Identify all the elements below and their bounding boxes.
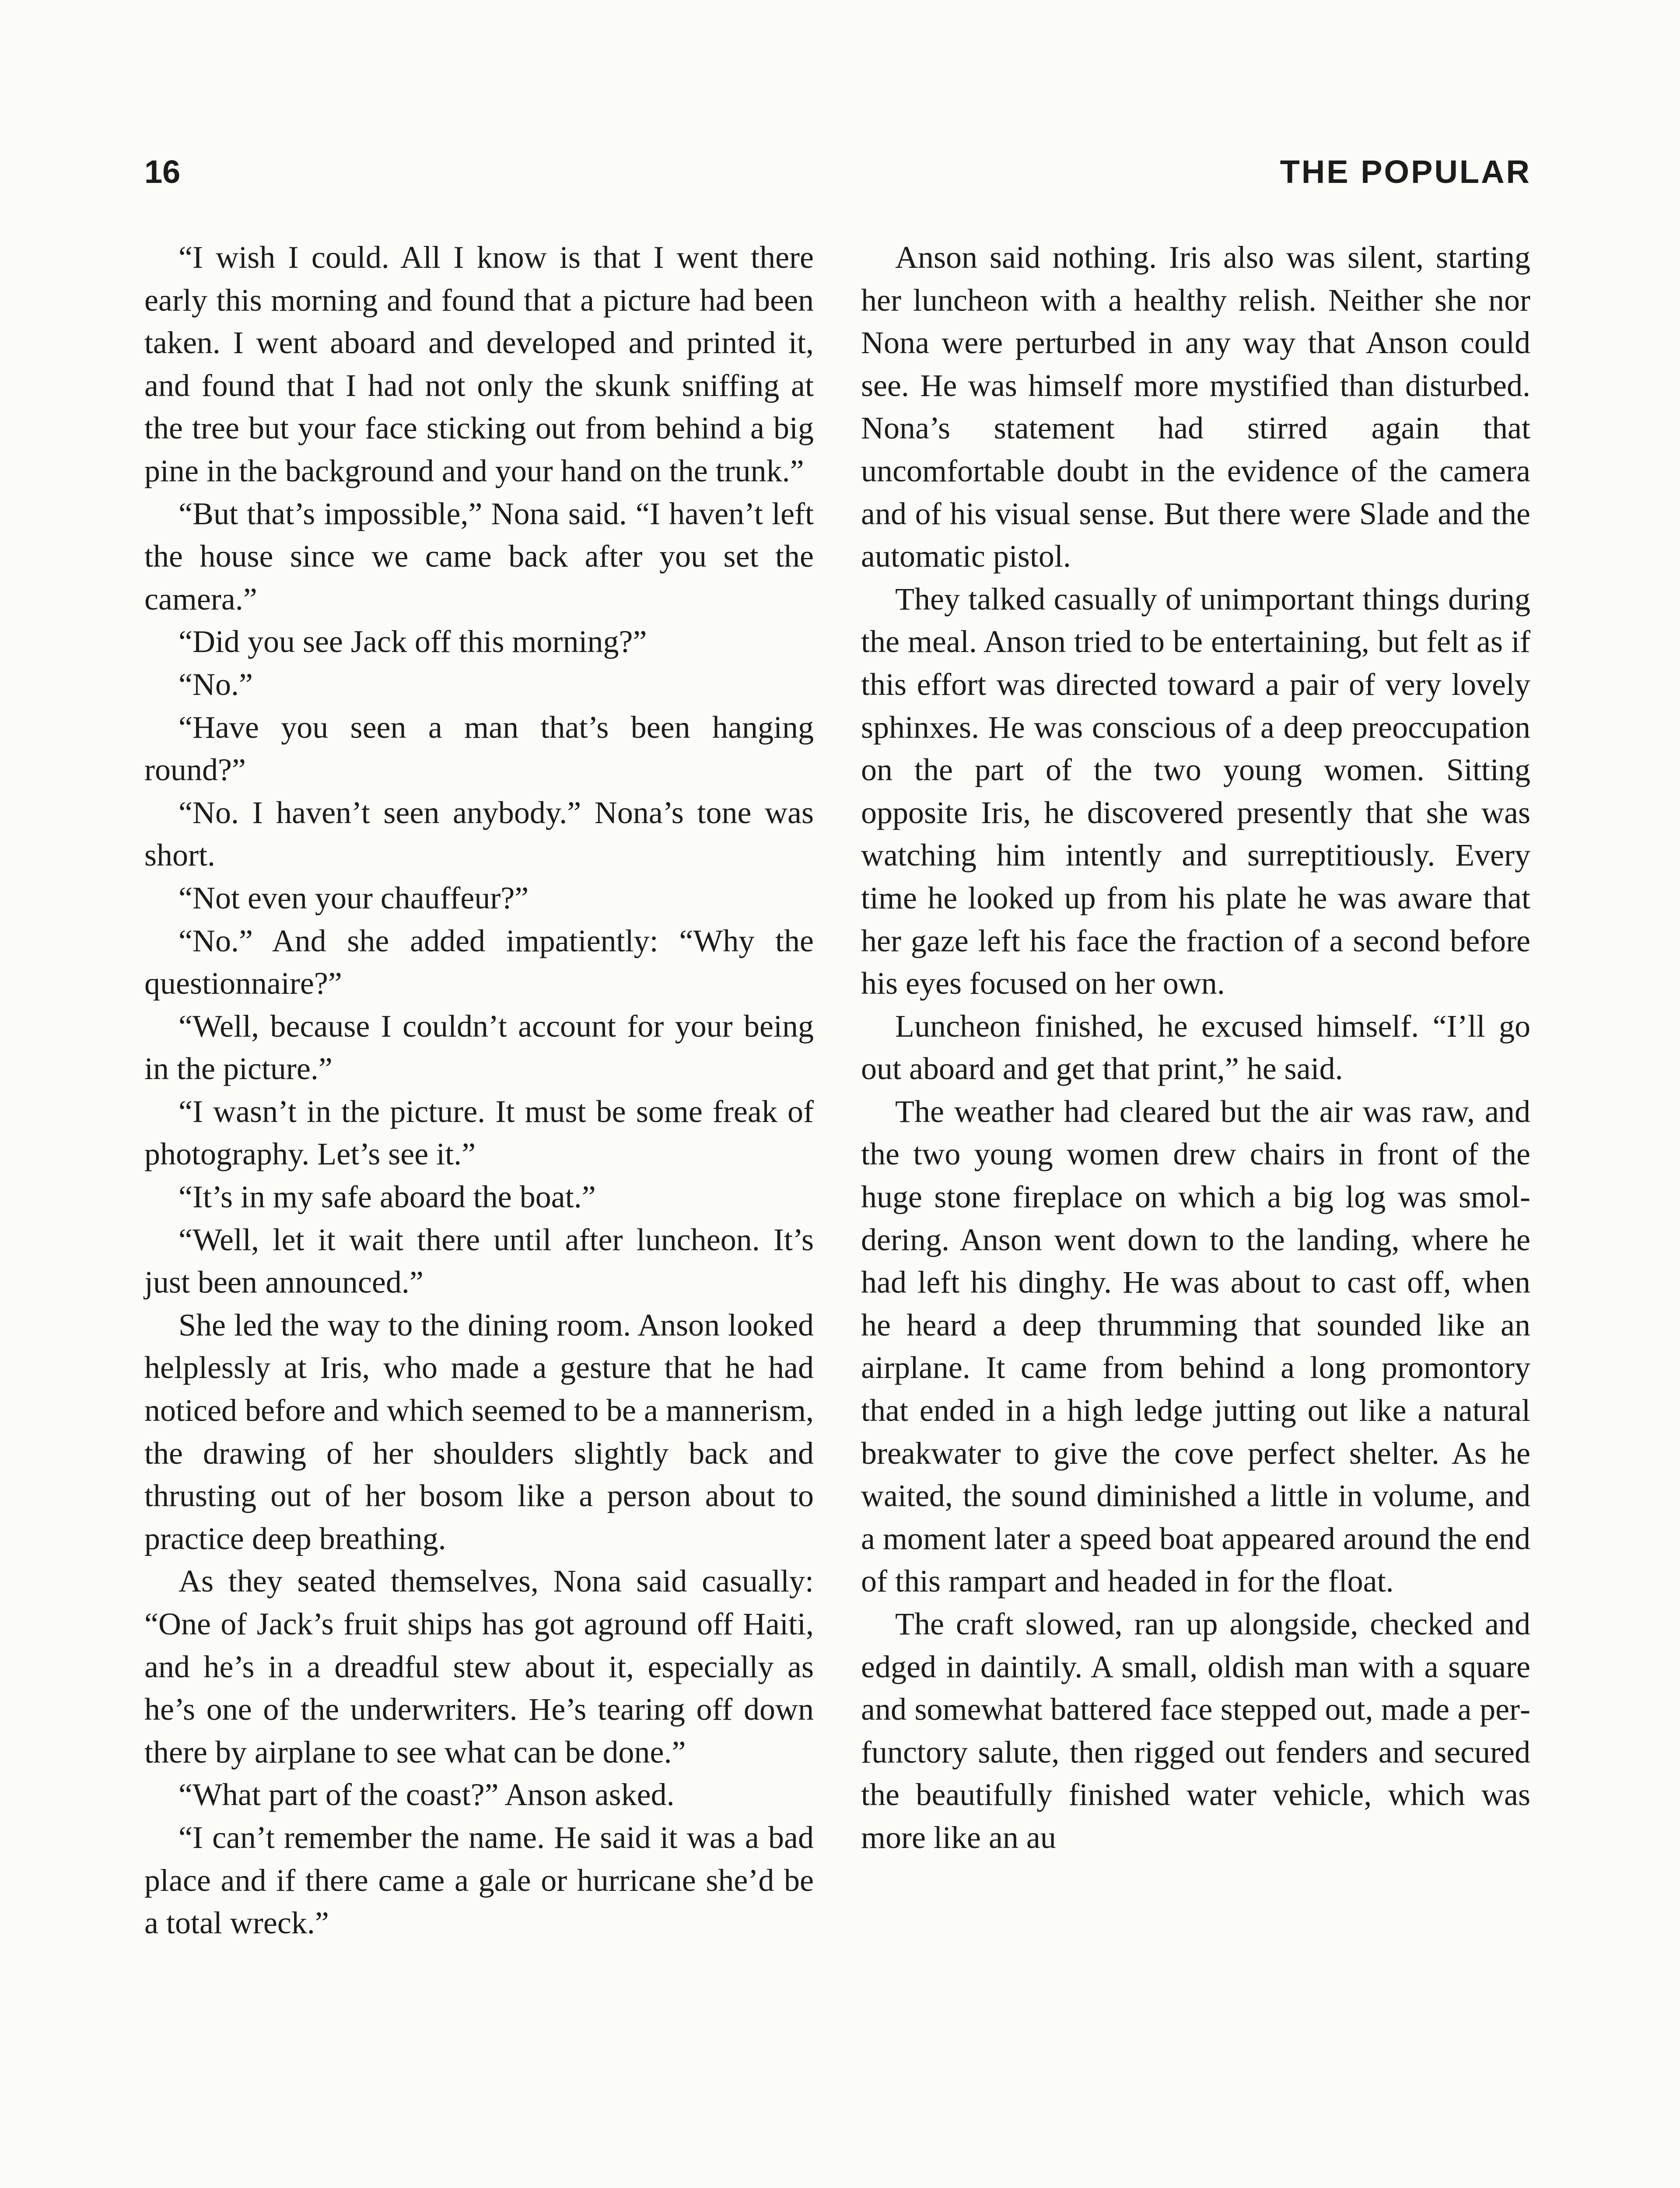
paragraph: As they seated themselves, Nona said casually: “One of Jack’s fruit ships has got aground off Haiti, and he’s in a dreadful stew about it, especially as he’s one of the underwriters. He’s tearing off down there by airplane to see what can be done.” bbox=[144, 1564, 814, 1770]
paragraph: “No.” And she added impatiently: “Why the questionnaire?” bbox=[144, 923, 814, 1001]
paragraph: “I can’t remember the name. He said it was a bad place and if there came a gale or hurricane she’d be a total wreck.” bbox=[144, 1820, 814, 1941]
paragraph: “Well, let it wait there until after luncheon. It’s just been announced.” bbox=[144, 1222, 814, 1300]
paragraph: Luncheon finished, he excused himself. “I’ll go out aboard and get that print,” he said. bbox=[861, 1008, 1530, 1087]
paragraph: She led the way to the dining room. Anson looked helplessly at Iris, who made a gesture that he had noticed before and which seemed to be a mannerism, the drawing of her shoulders slightly back and thrusting out of her bosom like a person about to practice deep breathing. bbox=[144, 1307, 814, 1556]
paragraph: “No.” bbox=[178, 666, 253, 702]
paragraph: “Did you see Jack off this morning?” bbox=[178, 624, 647, 659]
paragraph: “Well, because I couldn’t account for your being in the picture.” bbox=[144, 1008, 814, 1087]
paragraph: “What part of the coast?” Anson asked. bbox=[178, 1777, 675, 1813]
paragraph: “Not even your chauffeur?” bbox=[178, 880, 529, 915]
paragraph: The weather had cleared but the air was raw, and the two young women drew chairs in front of the huge stone fireplace on which a big log was smoldering. Anson went down to the landing, where he had left his dinghy. He was about to cast off, when he heard a deep thrumming that sounded like an airplane. It came from behind a long promontory that ended in a high ledge jutting out like a natural breakwater to give the cove perfect shelter. As he waited, the sound diminished a little in volume, and a moment later a speed boat appeared around the end of this rampart and headed in for the float. bbox=[861, 1094, 1530, 1599]
paragraph: “Have you seen a man that’s been hanging round?” bbox=[144, 709, 814, 788]
paragraph: “It’s in my safe aboard the boat.” bbox=[178, 1179, 596, 1215]
paragraph: Anson said nothing. Iris also was silent, starting her luncheon with a healthy relish. Neither she nor Nona were perturbed in any way that Anson could see. He was himself more mystified than disturbed. Nona’s statement had stirred again that uncomfortable doubt in the evidence of the camera and of his visual sense. But there were Slade and the automatic pistol. bbox=[861, 240, 1530, 574]
paragraph: “No. I haven’t seen anybody.” Nona’s tone was short. bbox=[144, 795, 814, 873]
page-number: 16 bbox=[144, 154, 181, 190]
paragraph: They talked casually of unimportant things during the meal. Anson tried to be entertaining, but felt as if this effort was directed toward a pair of very lovely sphinxes. He was conscious of a deep preoccupation on the part of the two young women. Sitting opposite Iris, he discovered presently that she was watching him intently and surreptitiously. Every time he looked up from his plate he was aware that her gaze left his face the fraction of a second before his eyes focused on her own. bbox=[861, 581, 1530, 1001]
paragraph: “But that’s impossible,” Nona said. “I haven’t left the house since we came back after you set the camera.” bbox=[144, 496, 814, 617]
paragraph: “I wasn’t in the picture. It must be some freak of photography. Let’s see it.” bbox=[144, 1094, 814, 1172]
left-text-column bbox=[144, 236, 814, 1945]
running-head: THE POPULAR bbox=[1280, 154, 1531, 190]
right-text-column bbox=[861, 236, 1530, 1859]
page-header bbox=[144, 153, 1531, 206]
paragraph: The craft slowed, ran up alongside, checked and edged in daintily. A small, oldish man with a square and somewhat battered face stepped out, made a perfunctory salute, then rigged out fenders and secured the beautifully finished water vehicle, which was more like an au bbox=[861, 1606, 1530, 1855]
paragraph: “I wish I could. All I know is that I went there early this morning and found that a picture had been taken. I went aboard and developed and printed it, and found that I had not only the skunk sniffing at the tree but your face sticking out from behind a big pine in the background and your hand on the trunk.” bbox=[144, 240, 814, 488]
